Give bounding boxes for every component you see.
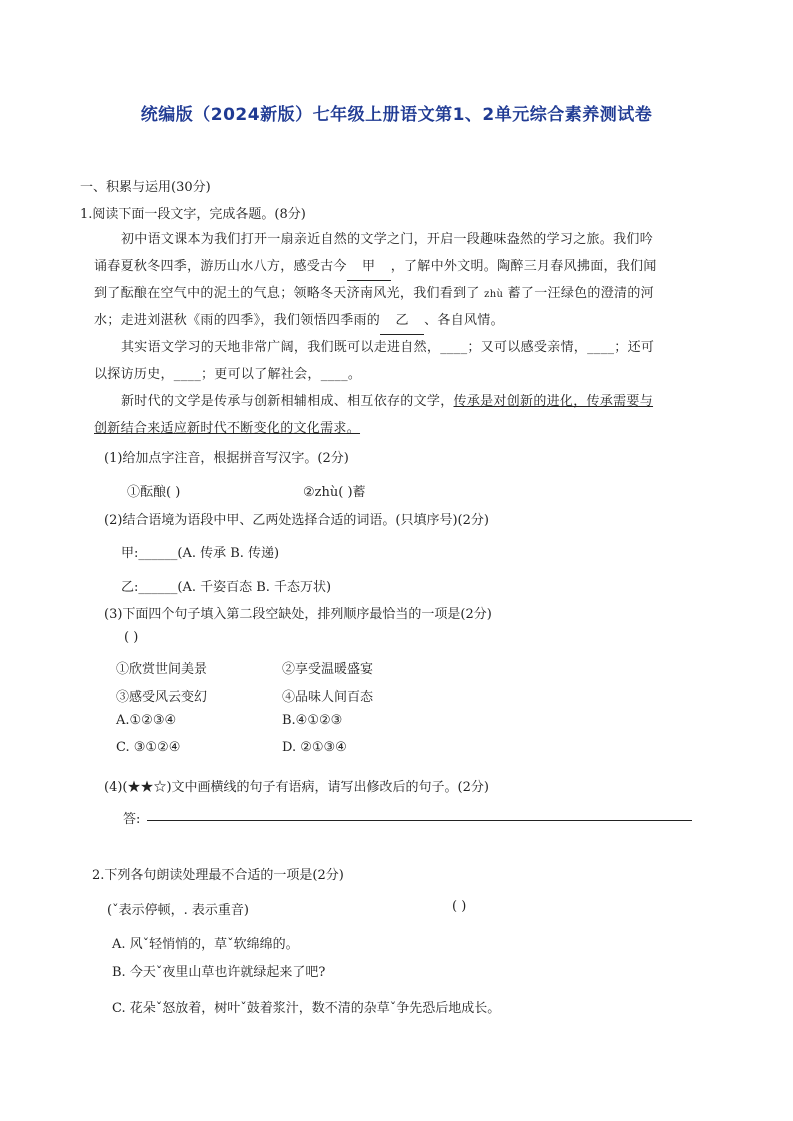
- passage-text: 蓄了一汪绿色的澄清的河: [503, 286, 654, 301]
- subquestion-1-a: ①酝酿( ): [127, 485, 181, 500]
- answer-label: 答:: [123, 812, 141, 827]
- passage-line: [94, 280, 654, 308]
- passage-text: 新时代的文学是传承与创新相辅相成、相互依存的文学，: [121, 394, 454, 409]
- passage-text: ，了解中外文明。陶醉三月春风拂面，我们闻: [390, 259, 657, 274]
- sentence-option: ③感受风云变幻: [116, 690, 208, 705]
- faulty-sentence: 创新结合来适应新时代不断变化的文化需求。: [94, 421, 361, 436]
- subquestion-3-stem: (3)下面四个句子填入第二段空缺处，排列顺序最恰当的一项是(2分): [104, 607, 492, 622]
- subquestion-1-stem: (1)给加点字注音，根据拼音写汉字。(2分): [104, 451, 349, 466]
- passage-line: 其实语文学习的天地非常广阔，我们既可以走进自然，____；又可以感受亲情，____；还可: [121, 340, 655, 355]
- passage-line: 以探访历史，____；更可以了解社会，____。: [94, 367, 362, 382]
- section-heading: 一、积累与运用(30分): [80, 180, 211, 195]
- answer-paren: ( ): [452, 899, 467, 914]
- passage-line: [94, 253, 657, 281]
- choice-b: B.④①②③: [282, 713, 343, 728]
- question-2-stem: 2.下列各句朗读处理最不合适的一项是(2分): [92, 868, 344, 883]
- subquestion-2-yi: 乙:______(A. 千姿百态 B. 千态万状): [121, 580, 332, 595]
- sentence-option: ④品味人间百态: [282, 690, 374, 705]
- passage-text: 诵春夏秋冬四季，游历山水八方，感受古今: [94, 259, 347, 274]
- answer-paren: ( ): [124, 630, 139, 645]
- faulty-sentence: 传承是对创新的进化，传承需要与: [453, 394, 654, 409]
- subquestion-2-stem: (2)结合语境为语段中甲、乙两处选择合适的词语。(只填序号)(2分): [104, 513, 489, 528]
- choice-c: C. ③①②④: [116, 740, 181, 755]
- subquestion-1-b: ②zhù( )蓄: [303, 485, 366, 500]
- pinyin-zhu: zhù: [484, 289, 504, 300]
- choice-d: D. ②①③④: [282, 740, 347, 755]
- choice-b: B. 今天ˇ夜里山草也许就绿起来了吧?: [112, 965, 326, 980]
- answer-line[interactable]: [147, 820, 692, 821]
- blank-yi: 乙: [380, 307, 424, 335]
- choice-a: A. 风ˇ轻悄悄的，草ˇ软绵绵的。: [112, 937, 299, 952]
- passage-text: 到了酝酿在空气中的泥土的气息；领略冬天济南风光，我们看到了: [94, 286, 485, 301]
- passage-line: [94, 307, 504, 335]
- passage-text: 水；走进刘湛秋《雨的四季》，我们领悟四季雨的: [94, 313, 381, 328]
- blank-jia: 甲: [347, 253, 391, 281]
- passage-text: 、各自风情。: [424, 313, 504, 328]
- sentence-option: ②享受温暖盛宴: [282, 662, 374, 677]
- sentence-option: ①欣赏世间美景: [116, 662, 208, 677]
- subquestion-4-stem: (4)(★★☆)文中画横线的句子有语病，请写出修改后的句子。(2分): [104, 780, 489, 795]
- page-title: 统编版（2024新版）七年级上册语文第1、2单元综合素养测试卷: [140, 105, 653, 125]
- passage-line: 初中语文课本为我们打开一扇亲近自然的文学之门，开启一段趣味盎然的学习之旅。我们吟: [121, 232, 654, 247]
- choice-a: A.①②③④: [116, 713, 177, 728]
- choice-c: C. 花朵ˇ怒放着，树叶ˇ鼓着浆汁，数不清的杂草ˇ争先恐后地成长。: [112, 1001, 501, 1016]
- question-1-stem: 1.阅读下面一段文字，完成各题。(8分): [80, 207, 306, 222]
- reading-note: (ˇ表示停顿，. 表示重音): [107, 903, 249, 918]
- passage-line: [121, 388, 653, 415]
- subquestion-2-jia: 甲:______(A. 传承 B. 传递): [121, 546, 280, 561]
